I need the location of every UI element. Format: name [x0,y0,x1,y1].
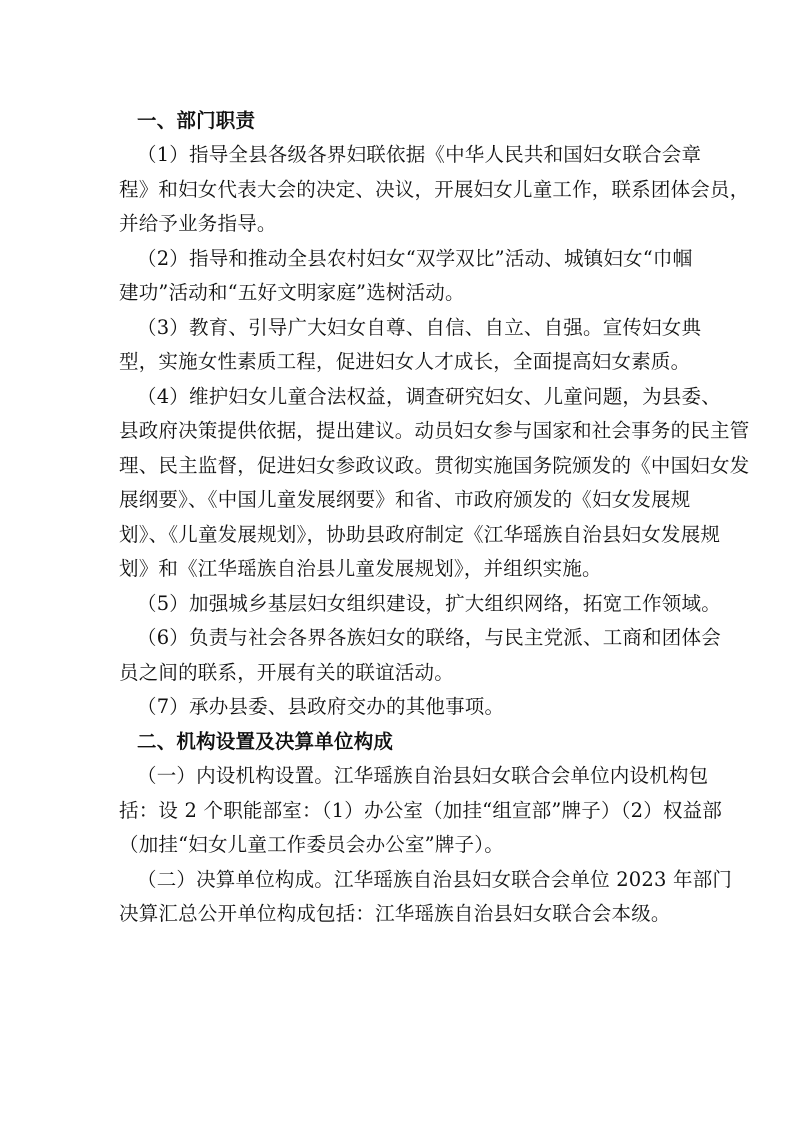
paragraph-line: （2）指导和推动全县农村妇女“双学双比”活动、城镇妇女“巾帼 [137,247,693,270]
paragraph-line: （加挂“妇女儿童工作委员会办公室”牌子）。 [119,833,504,856]
paragraph-line: （二）决算单位构成。江华瑶族自治县妇女联合会单位 2023 年部门 [137,868,733,891]
paragraph-line: 建功”活动和“五好文明家庭”选树活动。 [119,281,465,304]
paragraph-line: 理、民主监督，促进妇女参政议政。贯彻实施国务院颁发的《中国妇女发 [119,454,750,477]
paragraph-line: （6）负责与社会各界各族妇女的联络，与民主党派、工商和团体会 [137,626,721,649]
paragraph-line: （4）维护妇女儿童合法权益，调查研究妇女、儿童问题，为县委、 [137,385,721,408]
paragraph-line: 展纲要》、《中国儿童发展纲要》和省、市政府颁发的《妇女发展规 [119,488,691,511]
paragraph-line: （一）内设机构设置。江华瑶族自治县妇女联合会单位内设机构包 [137,764,709,787]
paragraph-line: 括：设 2 个职能部室：（1）办公室（加挂“组宣部”牌子）（2）权益部 [119,799,723,822]
paragraph-line: 决算汇总公开单位构成包括：江华瑶族自治县妇女联合会本级。 [119,902,671,925]
paragraph-line: 型，实施女性素质工程，促进妇女人才成长，全面提高妇女素质。 [119,350,691,373]
paragraph-line: 划》和《江华瑶族自治县儿童发展规划》，并组织实施。 [119,557,602,580]
paragraph-line: 员之间的联系，开展有关的联谊活动。 [119,661,454,684]
paragraph-line: （7）承办县委、县政府交办的其他事项。 [137,695,505,718]
section-heading-structure: 二、机构设置及决算单位构成 [137,730,394,753]
paragraph-line: 并给予业务指导。 [119,212,277,235]
paragraph-line: （1）指导全县各级各界妇联依据《中华人民共和国妇女联合会章 [137,143,702,166]
paragraph-line: 程》和妇女代表大会的决定、决议，开展妇女儿童工作，联系团体会员， [119,178,750,201]
paragraph-line: （3）教育、引导广大妇女自尊、自信、自立、自强。宣传妇女典 [137,316,702,339]
paragraph-line: 划》、《儿童发展规划》，协助县政府制定《江华瑶族自治县妇女发展规 [119,523,721,546]
section-heading-duties: 一、部门职责 [137,109,256,132]
paragraph-line: 县政府决策提供依据，提出建议。动员妇女参与国家和社会事务的民主管 [119,419,750,442]
paragraph-line: （5）加强城乡基层妇女组织建设，扩大组织网络，拓宽工作领域。 [137,592,721,615]
